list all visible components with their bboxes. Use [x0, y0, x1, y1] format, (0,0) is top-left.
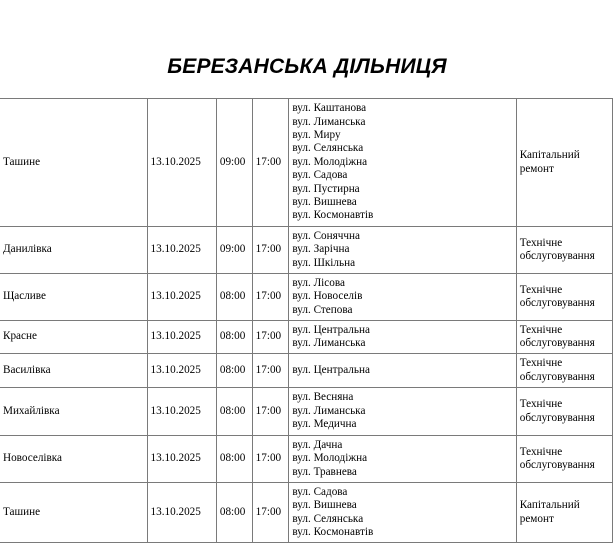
table-row — [0, 354, 613, 388]
street-item: вул. Лісова — [292, 276, 345, 289]
end-time-cell: 17:00 — [252, 354, 289, 388]
street-item: вул. Пустирна — [292, 182, 360, 195]
settlement-cell: Щасливе — [0, 274, 147, 321]
street-item: вул. Дачна — [292, 438, 343, 451]
date-cell: 13.10.2025 — [147, 274, 216, 321]
end-time-cell: 17:00 — [252, 436, 289, 483]
settlement-cell: Михайлівка — [0, 388, 147, 436]
settlement-cell: Новоселівка — [0, 436, 147, 483]
date-cell: 13.10.2025 — [147, 321, 216, 354]
table-row — [0, 436, 613, 483]
end-time-cell: 17:00 — [252, 321, 289, 354]
start-time-cell: 08:00 — [216, 274, 252, 321]
work-type-line: обслуговування — [519, 250, 595, 262]
street-item: вул. Центральна — [292, 323, 370, 336]
work-type-cell — [516, 388, 612, 436]
settlement-cell: Ташине — [0, 483, 147, 543]
date-cell: 13.10.2025 — [147, 436, 216, 483]
table-row — [0, 483, 613, 543]
street-item: вул. Соняччна — [292, 229, 360, 242]
street-item: вул. Шкільна — [292, 256, 356, 269]
work-type-line: обслуговування — [519, 411, 595, 424]
start-time-cell: 08:00 — [216, 436, 252, 483]
street-item: вул. Травнева — [292, 465, 357, 478]
streets-cell — [289, 321, 516, 354]
street-item: вул. Новоселів — [292, 290, 363, 303]
table-row — [0, 99, 613, 227]
work-type-cell — [516, 274, 612, 321]
work-type-line: ремонт — [519, 512, 554, 525]
street-item: вул. Вишнева — [292, 499, 357, 512]
work-type-line: обслуговування — [519, 337, 595, 349]
start-time-cell: 08:00 — [216, 388, 252, 436]
settlement-cell: Красне — [0, 321, 147, 354]
streets-cell — [289, 388, 516, 436]
work-type-line: Технічне — [519, 445, 563, 458]
outage-schedule-table — [0, 98, 613, 543]
street-item: вул. Центральна — [292, 363, 370, 376]
table-row — [0, 321, 613, 354]
street-item: вул. Космонавтів — [292, 209, 374, 222]
street-item: вул. Каштанова — [292, 102, 367, 115]
date-cell: 13.10.2025 — [147, 99, 216, 227]
streets-cell — [289, 274, 516, 321]
work-type-line: Технічне — [519, 357, 563, 370]
work-type-cell — [516, 321, 612, 354]
street-item: вул. Медична — [292, 418, 357, 431]
street-item: вул. Садова — [292, 485, 348, 498]
work-type-line: обслуговування — [519, 297, 595, 309]
work-type-line: обслуговування — [519, 459, 595, 471]
work-type-cell — [516, 354, 612, 388]
end-time-cell: 17:00 — [252, 274, 289, 321]
work-type-cell — [516, 483, 612, 543]
work-type-cell — [516, 227, 612, 274]
street-item: вул. Зарічна — [292, 243, 350, 256]
table-row — [0, 388, 613, 436]
work-type-cell — [516, 436, 612, 483]
street-item: вул. Селянська — [292, 142, 364, 155]
street-item: вул. Садова — [292, 169, 348, 182]
street-item: вул. Молодіжна — [292, 452, 368, 465]
end-time-cell: 17:00 — [252, 388, 289, 436]
street-item: вул. Весняна — [292, 391, 354, 404]
streets-cell — [289, 436, 516, 483]
work-type-line: Технічне — [519, 283, 563, 296]
streets-cell — [289, 227, 516, 274]
streets-cell — [289, 99, 516, 227]
end-time-cell: 17:00 — [252, 483, 289, 543]
street-item: вул. Молодіжна — [292, 155, 368, 168]
street-item: вул. Космонавтів — [292, 525, 374, 538]
street-item: вул. Лиманська — [292, 115, 366, 128]
table-row — [0, 274, 613, 321]
settlement-cell: Василівка — [0, 354, 147, 388]
work-type-cell — [516, 99, 612, 227]
street-item: вул. Лиманська — [292, 404, 366, 417]
street-item: вул. Миру — [292, 128, 341, 141]
settlement-cell: Данилівка — [0, 227, 147, 274]
street-item: вул. Лиманська — [292, 337, 366, 349]
work-type-line: Капітальний — [519, 499, 580, 512]
start-time-cell: 09:00 — [216, 99, 252, 227]
settlement-cell: Ташине — [0, 99, 147, 227]
date-cell: 13.10.2025 — [147, 227, 216, 274]
streets-cell — [289, 354, 516, 388]
start-time-cell: 08:00 — [216, 321, 252, 354]
work-type-line: Технічне — [519, 323, 563, 336]
work-type-line: Технічне — [519, 236, 563, 249]
streets-cell — [289, 483, 516, 543]
work-type-line: ремонт — [519, 162, 554, 175]
work-type-line: Технічне — [519, 398, 563, 411]
end-time-cell: 17:00 — [252, 227, 289, 274]
date-cell: 13.10.2025 — [147, 354, 216, 388]
street-item: вул. Селянська — [292, 512, 364, 525]
street-item: вул. Вишнева — [292, 196, 357, 209]
start-time-cell: 08:00 — [216, 483, 252, 543]
page-title: БЕРЕЗАНСЬКА ДІЛЬНИЦЯ — [167, 55, 447, 78]
work-type-line: обслуговування — [519, 370, 595, 383]
street-item: вул. Степова — [292, 303, 353, 316]
table-row — [0, 227, 613, 274]
date-cell: 13.10.2025 — [147, 483, 216, 543]
schedule-body — [0, 99, 613, 543]
start-time-cell: 08:00 — [216, 354, 252, 388]
work-type-line: Капітальний — [519, 149, 580, 162]
start-time-cell: 09:00 — [216, 227, 252, 274]
end-time-cell: 17:00 — [252, 99, 289, 227]
date-cell: 13.10.2025 — [147, 388, 216, 436]
